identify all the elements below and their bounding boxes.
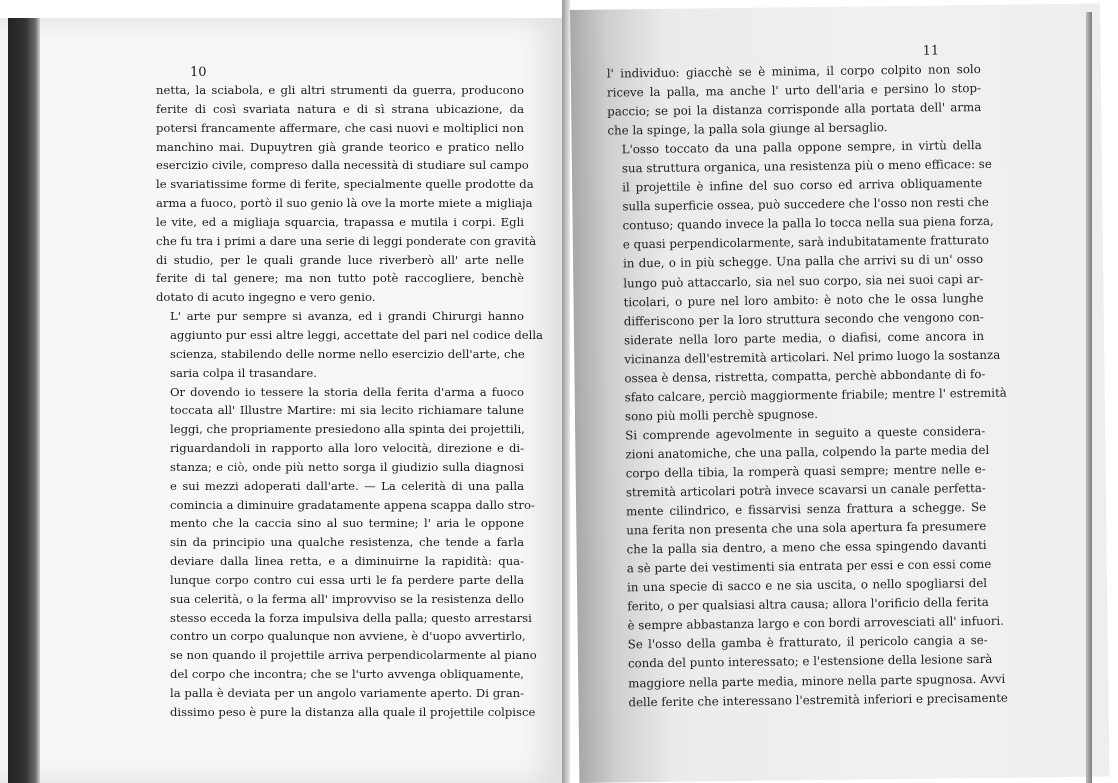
page-body-text <box>606 60 1008 712</box>
text-line: dissimo peso è pure la distanza alla quale il projettile colpisce <box>170 704 536 719</box>
text-line: Si comprende agevolmente in seguito a queste considera- <box>625 423 986 443</box>
text-line: netta, la sciabola, e gli altri strumenti da guerra, producono <box>156 83 524 97</box>
text-line: manchino mai. Dupuytren già grande teorico e pratico nello <box>156 139 524 154</box>
text-line: le svariatissime forme di ferite, specialmente quelle prodotte da <box>156 177 534 192</box>
text-line: e sui mezzi adoperati dall'arte. — La celerità di una palla <box>170 478 524 493</box>
text-line: Or dovendo io tessere la storia della ferita d'arma a fuoco <box>170 384 524 399</box>
page-number: 10 <box>190 65 207 80</box>
text-line: scienza, stabilendo delle norme nello esercizio dell'arte, che <box>170 346 525 361</box>
paragraph <box>614 631 1008 712</box>
text-line: la palla è deviata per un angolo variamente aperto. Di gran- <box>170 686 524 700</box>
paragraph <box>156 307 543 382</box>
left-page <box>0 18 562 783</box>
text-line: il projettile è infine del suo corso ed arriva obliquamente <box>622 176 983 195</box>
text-line: che la palla sia dentro, a meno che essa spingendo davanti <box>626 538 987 557</box>
text-line: ferite di tal genere; ma non tutto potè raccogliere, benchè <box>156 271 524 286</box>
text-line: lunque corpo contro cui essa urti le fa perdere parte della <box>170 572 524 587</box>
text-line: del corpo che incontra; che se l'urto avvenga obliquamente, <box>170 667 524 682</box>
text-line: zioni anatomiche, che una palla, colpendo la parte media del <box>625 442 990 462</box>
text-line: stesso ecceda la forza impulsiva della palla; questo arrestarsi <box>170 610 532 625</box>
text-line: L'osso toccato da una palla oppone sempre, in virtù della <box>621 138 982 157</box>
text-line: conda del punto interessato; e l'estensione della lesione sarà <box>627 652 993 671</box>
text-line: maggiore nella parte media, minore nella parte spugnosa. Avvi <box>628 671 1006 690</box>
paragraph <box>611 422 1005 636</box>
text-line: arma a fuoco, portò il suo genio là ove la morte miete a migliaja <box>156 196 533 211</box>
text-line: esercizio civile, compreso dalla necessità di studiare sul campo <box>156 158 529 173</box>
text-line: sua struttura organica, una resistenza più o meno efficace: se <box>621 157 992 176</box>
text-line: se non quando il projettile arriva perpendicolarmente al piano <box>170 648 537 663</box>
right-page <box>570 4 1109 783</box>
text-line: corpo della tibia, la romperà quasi sempre; mentre nelle e- <box>625 461 986 481</box>
book-gutter <box>562 0 570 783</box>
text-line: sua celerità, o la ferma all' improvviso se la resistenza dello <box>170 591 524 606</box>
paragraph <box>156 383 537 722</box>
text-line: di studio, per le quali grande luce riverberò all' arte nelle <box>156 252 524 267</box>
text-line: e quasi perpendicolarmente, sarà indubitatamente fratturato <box>622 233 989 252</box>
text-line: ferite di così svariata natura e di sì strana ubicazione, da <box>156 101 524 116</box>
text-line: ferito, o per qualsiasi altra causa; allora l'orificio della ferita <box>627 595 989 614</box>
text-line: dotato di acuto ingegno e vero genio. <box>156 290 376 305</box>
text-line: comincia a diminuire gradatamente appena scappa dallo stro- <box>170 497 535 512</box>
text-line: a sè parte dei vestimenti sia entrata per essi e con essi come <box>626 557 992 576</box>
page-number: 11 <box>922 43 940 59</box>
text-line: Se l'osso della gamba è fratturato, il pericolo cangia a se- <box>627 633 988 652</box>
text-line: le vite, ed a migliaja squarcia, trapassa e mutila i corpi. Egli <box>156 214 524 229</box>
paragraph <box>608 136 1007 426</box>
text-line: l' individuo: giacchè se è minima, il corpo colpito non solo <box>606 61 981 81</box>
text-line: L' arte pur sempre si avanza, ed i grandi Chirurgi hanno <box>170 309 524 324</box>
text-line: differiscono per la loro struttura secondo che vengono con- <box>623 309 984 328</box>
text-line: in una specie di sacco e ne sia uscita, o nello spogliarsi del <box>626 576 988 595</box>
text-line: leggi, che propriamente presiedono alla spinta dei projettili, <box>170 422 525 437</box>
text-line: mente cilindrico, e fissarvisi senza frattura a schegge. Se <box>626 500 987 519</box>
text-line: è sempre abbastanza largo e con bordi arrovesciati all' infuori. <box>627 614 1005 633</box>
text-line: sin da principio una qualche resistenza, che tende a farla <box>170 535 524 550</box>
text-line: ticolari, o pure nel loro ambito: è noto che le ossa lunghe <box>623 290 984 309</box>
text-line: in due, o in più schegge. Una palla che arrivi su di un' osso <box>623 252 984 271</box>
paragraph <box>607 60 982 141</box>
text-line: che fu tra i primi a dare una serie di leggi ponderate con gravità <box>156 233 537 248</box>
text-line: stanza; e ciò, onde più netto sorga il giudizio sulla diagnosi <box>170 459 524 474</box>
text-line: potersi francamente affermare, che casi nuovi e moltiplici non <box>156 120 524 135</box>
text-line: sono più molli perchè spugnose. <box>624 406 819 424</box>
page-edge <box>1086 12 1092 783</box>
text-line: sulla superficie ossea, può succedere che l'osso non resti che <box>622 195 989 214</box>
text-line: ossea è densa, ristretta, compatta, perchè abbondante di fo- <box>624 366 986 386</box>
text-line: paccio; se poi la distanza corrisponde alla portata dell' arma <box>607 100 982 119</box>
text-line: sfato calcare, perciò maggiormente friabile; mentre l' estremità <box>624 385 1007 405</box>
text-line: toccata all' Illustre Martire: mi sia lecito richiamare talune <box>170 403 524 418</box>
text-line: riguardandoli in rapporto alla loro velocità, direzione e di- <box>170 441 524 456</box>
text-line: siderate nella loro parte media, o diafisi, come ancora in <box>623 328 985 348</box>
text-line: lungo può attaccarlo, sia nel suo corpo, sia nei suoi capi ar- <box>623 271 984 290</box>
binding-shadow <box>8 18 40 783</box>
text-line: una ferita non presenta che una sola apertura fa presumere <box>626 519 987 538</box>
page-body-text <box>156 81 543 722</box>
text-line: mento che la caccia sino al suo termine; l' aria le oppone <box>170 516 524 531</box>
text-line: delle ferite che interessano l'estremità inferiori e precisamente <box>628 690 1008 709</box>
text-line: vicinanza dell'estremità articolari. Nel primo luogo la sostanza <box>624 347 1001 367</box>
text-line: riceve la palla, ma anche l' urto dell'aria e persino lo stop- <box>606 81 982 100</box>
text-line: deviare dalla linea retta, e a diminuirne la rapidità: qua- <box>170 554 524 569</box>
text-line: che la spinge, la palla sola giunge al bersaglio. <box>607 120 888 138</box>
paragraph <box>156 81 537 307</box>
text-line: aggiunto pur essi altre leggi, accettate del pari nel codice della <box>170 327 543 342</box>
text-line: contuso; quando invece la palla lo tocca nella sua piena forza, <box>622 214 994 233</box>
text-line: saria colpa il trasandare. <box>170 365 317 380</box>
text-line: contro un corpo qualunque non avviene, è d'uopo avvertirlo, <box>170 629 526 644</box>
text-line: stremità articolari potrà invece scavarsi un canale perfetta- <box>625 480 986 500</box>
